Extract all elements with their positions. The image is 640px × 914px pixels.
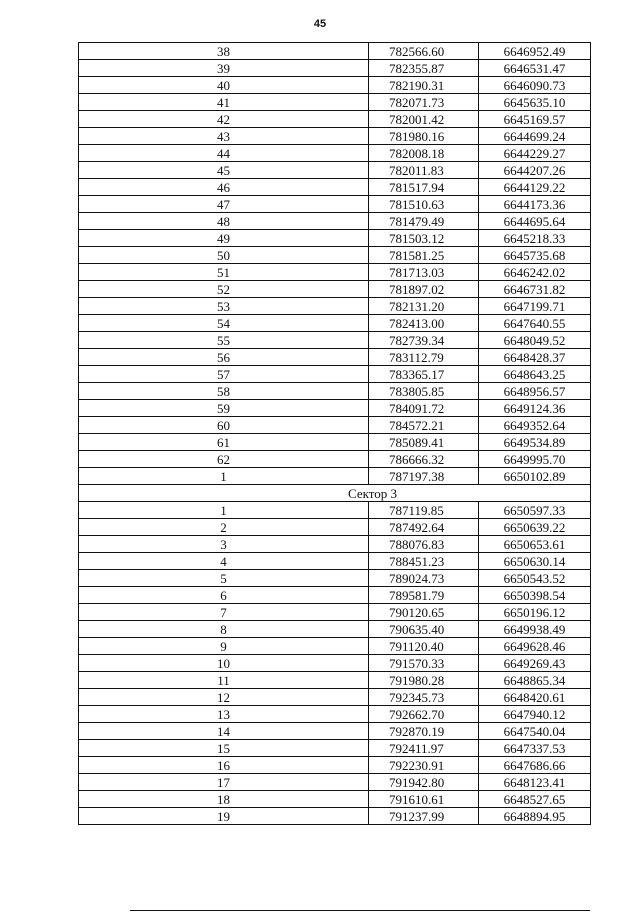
- point-number-cell: 49: [79, 230, 369, 247]
- x-coordinate-cell: 792870.19: [369, 723, 479, 740]
- y-coordinate-cell: 6646731.82: [479, 281, 591, 298]
- y-coordinate-cell: 6648527.65: [479, 791, 591, 808]
- x-coordinate-cell: 791570.33: [369, 655, 479, 672]
- y-coordinate-cell: 6645735.68: [479, 247, 591, 264]
- point-number-cell: 11: [79, 672, 369, 689]
- table-row: [79, 757, 591, 774]
- section-title: Сектор 3: [79, 485, 591, 502]
- point-number-cell: 14: [79, 723, 369, 740]
- table-row: [79, 196, 591, 213]
- table-row: [79, 179, 591, 196]
- y-coordinate-cell: 6650102.89: [479, 468, 591, 485]
- x-coordinate-cell: 785089.41: [369, 434, 479, 451]
- x-coordinate-cell: 791980.28: [369, 672, 479, 689]
- bottom-rule: [130, 910, 590, 911]
- x-coordinate-cell: 781980.16: [369, 128, 479, 145]
- table-row: [79, 434, 591, 451]
- y-coordinate-cell: 6648123.41: [479, 774, 591, 791]
- point-number-cell: 56: [79, 349, 369, 366]
- coordinates-table: [78, 42, 591, 825]
- table-row: [79, 94, 591, 111]
- y-coordinate-cell: 6644699.24: [479, 128, 591, 145]
- y-coordinate-cell: 6648865.34: [479, 672, 591, 689]
- x-coordinate-cell: 781503.12: [369, 230, 479, 247]
- point-number-cell: 19: [79, 808, 369, 825]
- point-number-cell: 59: [79, 400, 369, 417]
- table-row: [79, 723, 591, 740]
- table-row: [79, 451, 591, 468]
- y-coordinate-cell: 6649124.36: [479, 400, 591, 417]
- point-number-cell: 47: [79, 196, 369, 213]
- x-coordinate-cell: 792230.91: [369, 757, 479, 774]
- table-row: [79, 247, 591, 264]
- table-row: [79, 264, 591, 281]
- y-coordinate-cell: 6645635.10: [479, 94, 591, 111]
- y-coordinate-cell: 6649352.64: [479, 417, 591, 434]
- x-coordinate-cell: 791120.40: [369, 638, 479, 655]
- y-coordinate-cell: 6647337.53: [479, 740, 591, 757]
- table-row: [79, 774, 591, 791]
- y-coordinate-cell: 6650630.14: [479, 553, 591, 570]
- x-coordinate-cell: 788076.83: [369, 536, 479, 553]
- table-row: [79, 621, 591, 638]
- x-coordinate-cell: 781517.94: [369, 179, 479, 196]
- table-body-part-2: [79, 502, 591, 825]
- x-coordinate-cell: 781581.25: [369, 247, 479, 264]
- x-coordinate-cell: 790635.40: [369, 621, 479, 638]
- table-row: [79, 60, 591, 77]
- table-row: [79, 672, 591, 689]
- point-number-cell: 53: [79, 298, 369, 315]
- table-row: [79, 502, 591, 519]
- point-number-cell: 2: [79, 519, 369, 536]
- x-coordinate-cell: 787492.64: [369, 519, 479, 536]
- table-row: [79, 587, 591, 604]
- point-number-cell: 45: [79, 162, 369, 179]
- x-coordinate-cell: 781479.49: [369, 213, 479, 230]
- point-number-cell: 46: [79, 179, 369, 196]
- x-coordinate-cell: 792662.70: [369, 706, 479, 723]
- table-row: [79, 638, 591, 655]
- x-coordinate-cell: 791237.99: [369, 808, 479, 825]
- point-number-cell: 1: [79, 502, 369, 519]
- y-coordinate-cell: 6647686.66: [479, 757, 591, 774]
- y-coordinate-cell: 6645169.57: [479, 111, 591, 128]
- table-row: [79, 281, 591, 298]
- y-coordinate-cell: 6647640.55: [479, 315, 591, 332]
- x-coordinate-cell: 784572.21: [369, 417, 479, 434]
- y-coordinate-cell: 6644129.22: [479, 179, 591, 196]
- y-coordinate-cell: 6649269.43: [479, 655, 591, 672]
- y-coordinate-cell: 6650639.22: [479, 519, 591, 536]
- point-number-cell: 62: [79, 451, 369, 468]
- point-number-cell: 39: [79, 60, 369, 77]
- y-coordinate-cell: 6647540.04: [479, 723, 591, 740]
- x-coordinate-cell: 781713.03: [369, 264, 479, 281]
- point-number-cell: 61: [79, 434, 369, 451]
- x-coordinate-cell: 782008.18: [369, 145, 479, 162]
- point-number-cell: 55: [79, 332, 369, 349]
- x-coordinate-cell: 781897.02: [369, 281, 479, 298]
- point-number-cell: 12: [79, 689, 369, 706]
- point-number-cell: 42: [79, 111, 369, 128]
- table-row: [79, 417, 591, 434]
- x-coordinate-cell: 782001.42: [369, 111, 479, 128]
- y-coordinate-cell: 6647199.71: [479, 298, 591, 315]
- x-coordinate-cell: 786666.32: [369, 451, 479, 468]
- point-number-cell: 43: [79, 128, 369, 145]
- table-body-part-1: [79, 43, 591, 485]
- y-coordinate-cell: 6644695.64: [479, 213, 591, 230]
- point-number-cell: 5: [79, 570, 369, 587]
- x-coordinate-cell: 783112.79: [369, 349, 479, 366]
- x-coordinate-cell: 792411.97: [369, 740, 479, 757]
- x-coordinate-cell: 782355.87: [369, 60, 479, 77]
- point-number-cell: 3: [79, 536, 369, 553]
- table-row: [79, 332, 591, 349]
- x-coordinate-cell: 783805.85: [369, 383, 479, 400]
- table-row: [79, 519, 591, 536]
- point-number-cell: 60: [79, 417, 369, 434]
- table-row: [79, 604, 591, 621]
- y-coordinate-cell: 6644207.26: [479, 162, 591, 179]
- table-row: [79, 536, 591, 553]
- point-number-cell: 10: [79, 655, 369, 672]
- y-coordinate-cell: 6649534.89: [479, 434, 591, 451]
- point-number-cell: 13: [79, 706, 369, 723]
- y-coordinate-cell: 6648643.25: [479, 366, 591, 383]
- x-coordinate-cell: 790120.65: [369, 604, 479, 621]
- point-number-cell: 9: [79, 638, 369, 655]
- x-coordinate-cell: 791610.61: [369, 791, 479, 808]
- x-coordinate-cell: 789024.73: [369, 570, 479, 587]
- table-row: [79, 570, 591, 587]
- x-coordinate-cell: 791942.80: [369, 774, 479, 791]
- table-row: [79, 77, 591, 94]
- table-row: [79, 145, 591, 162]
- x-coordinate-cell: 782190.31: [369, 77, 479, 94]
- y-coordinate-cell: 6650398.54: [479, 587, 591, 604]
- y-coordinate-cell: 6650653.61: [479, 536, 591, 553]
- y-coordinate-cell: 6650543.52: [479, 570, 591, 587]
- y-coordinate-cell: 6647940.12: [479, 706, 591, 723]
- table-row: [79, 740, 591, 757]
- y-coordinate-cell: 6646952.49: [479, 43, 591, 60]
- point-number-cell: 16: [79, 757, 369, 774]
- table-row: [79, 706, 591, 723]
- section-row: [79, 485, 591, 502]
- point-number-cell: 17: [79, 774, 369, 791]
- x-coordinate-cell: 781510.63: [369, 196, 479, 213]
- y-coordinate-cell: 6648049.52: [479, 332, 591, 349]
- y-coordinate-cell: 6649995.70: [479, 451, 591, 468]
- point-number-cell: 44: [79, 145, 369, 162]
- x-coordinate-cell: 782071.73: [369, 94, 479, 111]
- x-coordinate-cell: 782131.20: [369, 298, 479, 315]
- point-number-cell: 38: [79, 43, 369, 60]
- y-coordinate-cell: 6648428.37: [479, 349, 591, 366]
- y-coordinate-cell: 6646531.47: [479, 60, 591, 77]
- point-number-cell: 4: [79, 553, 369, 570]
- x-coordinate-cell: 792345.73: [369, 689, 479, 706]
- x-coordinate-cell: 782011.83: [369, 162, 479, 179]
- point-number-cell: 6: [79, 587, 369, 604]
- x-coordinate-cell: 789581.79: [369, 587, 479, 604]
- y-coordinate-cell: 6646090.73: [479, 77, 591, 94]
- x-coordinate-cell: 782739.34: [369, 332, 479, 349]
- x-coordinate-cell: 782413.00: [369, 315, 479, 332]
- point-number-cell: 40: [79, 77, 369, 94]
- table-row: [79, 213, 591, 230]
- table-row: [79, 349, 591, 366]
- table-row: [79, 655, 591, 672]
- y-coordinate-cell: 6648894.95: [479, 808, 591, 825]
- x-coordinate-cell: 787197.38: [369, 468, 479, 485]
- point-number-cell: 18: [79, 791, 369, 808]
- table-row: [79, 468, 591, 485]
- y-coordinate-cell: 6648420.61: [479, 689, 591, 706]
- table-row: [79, 315, 591, 332]
- point-number-cell: 58: [79, 383, 369, 400]
- table-row: [79, 400, 591, 417]
- table-row: [79, 162, 591, 179]
- table-row: [79, 791, 591, 808]
- x-coordinate-cell: 782566.60: [369, 43, 479, 60]
- table-row: [79, 689, 591, 706]
- point-number-cell: 51: [79, 264, 369, 281]
- point-number-cell: 41: [79, 94, 369, 111]
- y-coordinate-cell: 6649628.46: [479, 638, 591, 655]
- y-coordinate-cell: 6645218.33: [479, 230, 591, 247]
- point-number-cell: 54: [79, 315, 369, 332]
- y-coordinate-cell: 6649938.49: [479, 621, 591, 638]
- x-coordinate-cell: 784091.72: [369, 400, 479, 417]
- y-coordinate-cell: 6644173.36: [479, 196, 591, 213]
- table-row: [79, 298, 591, 315]
- table-row: [79, 128, 591, 145]
- y-coordinate-cell: 6650597.33: [479, 502, 591, 519]
- section-header-body: [79, 485, 591, 502]
- y-coordinate-cell: 6646242.02: [479, 264, 591, 281]
- table-row: [79, 553, 591, 570]
- x-coordinate-cell: 787119.85: [369, 502, 479, 519]
- page-number: 45: [313, 18, 327, 30]
- point-number-cell: 8: [79, 621, 369, 638]
- x-coordinate-cell: 783365.17: [369, 366, 479, 383]
- table-row: [79, 808, 591, 825]
- table-row: [79, 230, 591, 247]
- point-number-cell: 57: [79, 366, 369, 383]
- table-row: [79, 43, 591, 60]
- point-number-cell: 50: [79, 247, 369, 264]
- table-row: [79, 111, 591, 128]
- y-coordinate-cell: 6644229.27: [479, 145, 591, 162]
- point-number-cell: 48: [79, 213, 369, 230]
- table-row: [79, 366, 591, 383]
- point-number-cell: 15: [79, 740, 369, 757]
- y-coordinate-cell: 6648956.57: [479, 383, 591, 400]
- x-coordinate-cell: 788451.23: [369, 553, 479, 570]
- point-number-cell: 1: [79, 468, 369, 485]
- table-row: [79, 383, 591, 400]
- point-number-cell: 52: [79, 281, 369, 298]
- y-coordinate-cell: 6650196.12: [479, 604, 591, 621]
- point-number-cell: 7: [79, 604, 369, 621]
